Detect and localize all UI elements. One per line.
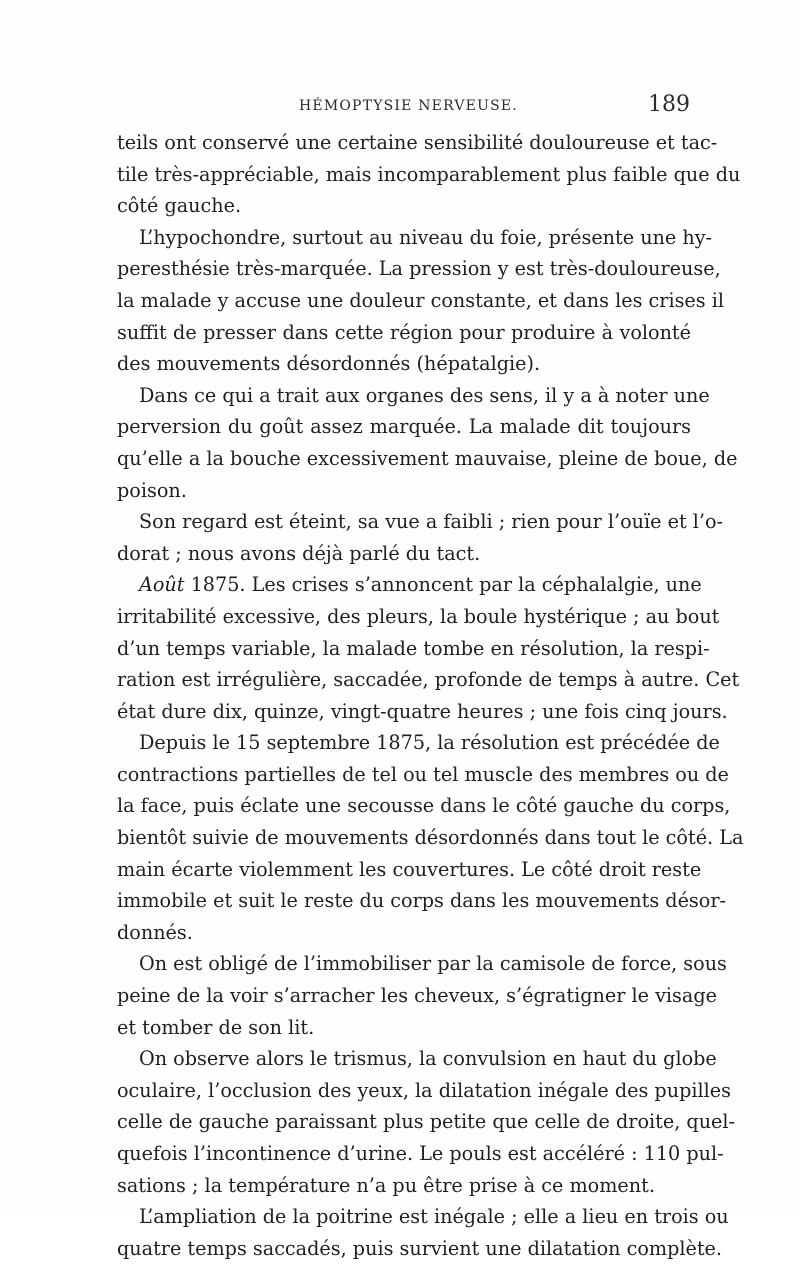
text-line-rest: 1875. Les crises s’annoncent par la céphalalgie, une xyxy=(184,573,702,597)
text-line: suffit de presser dans cette région pour produire à volonté xyxy=(117,320,691,344)
text-line: celle de gauche paraissant plus petite que celle de droite, quel- xyxy=(117,1110,736,1134)
text-line: d’un temps variable, la malade tombe en résolution, la respi- xyxy=(117,636,710,660)
paragraph xyxy=(117,1043,736,1201)
text-line: la malade y accuse une douleur constante, et dans les crises il xyxy=(117,288,725,312)
text-line: quefois l’incontinence d’urine. Le pouls est accéléré : 110 pul- xyxy=(117,1142,724,1165)
text-line: On est obligé de l’immobiliser par la camisole de force, sous xyxy=(139,952,727,976)
paragraph xyxy=(117,727,744,948)
paragraph xyxy=(117,948,727,1043)
text-line: irritabilité excessive, des pleurs, la boule hystérique ; au bout xyxy=(117,604,720,628)
text-line: L’ampliation de la poitrine est inégale ; elle a lieu en trois ou xyxy=(139,1205,729,1229)
text-line: immobile et suit le reste du corps dans les mouvements désor- xyxy=(117,889,726,913)
paragraph xyxy=(117,506,724,569)
text-line: peresthésie très-marquée. La pression y est très-douloureuse, xyxy=(117,257,721,281)
paragraph xyxy=(117,1201,729,1264)
text-line: donnés. xyxy=(117,920,193,944)
text-line: oculaire, l’occlusion des yeux, la dilatation inégale des pupilles xyxy=(117,1078,731,1102)
text-line: contractions partielles de tel ou tel muscle des membres ou de xyxy=(117,762,729,786)
text-line: Son regard est éteint, sa vue a faibli ; rien pour l’ouïe et l’o- xyxy=(139,510,724,534)
text-line: et tomber de son lit. xyxy=(117,1015,315,1039)
text-line: bientôt suivie de mouvements désordonnés dans tout le côté. La xyxy=(117,826,744,850)
text-line: des mouvements désordonnés (hépatalgie). xyxy=(117,352,541,376)
text-line: quatre temps saccadés, puis survient une dilatation complète. xyxy=(117,1236,723,1260)
text-line: peine de la voir s’arracher les cheveux, s’égratigner le visage xyxy=(117,984,717,1008)
running-title: HÉMOPTYSIE NERVEUSE. xyxy=(299,98,518,114)
text-line: poison. xyxy=(117,478,187,502)
text-line: tile très-appréciable, mais incomparablement plus faible que du xyxy=(117,162,741,186)
text-line: teils ont conservé une certaine sensibilité douloureuse et tac- xyxy=(117,131,718,154)
text-line: On observe alors le trismus, la convulsion en haut du globe xyxy=(139,1047,717,1071)
text-line: état dure dix, quinze, vingt-quatre heures ; une fois cinq jours. xyxy=(117,699,728,723)
text-line: perversion du goût assez marquée. La malade dit toujours xyxy=(117,415,691,439)
paragraph xyxy=(117,380,738,506)
text-line: Dans ce qui a trait aux organes des sens, il y a à noter une xyxy=(139,383,710,407)
paragraph xyxy=(117,222,725,380)
text-line: côté gauche. xyxy=(117,194,242,218)
running-head xyxy=(117,92,690,120)
text-line xyxy=(117,569,702,601)
text-line: main écarte violemment les couvertures. Le côté droit reste xyxy=(117,857,702,881)
body-text xyxy=(117,127,744,1264)
text-line: la face, puis éclate une secousse dans le côté gauche du corps, xyxy=(117,794,731,818)
page-number: 189 xyxy=(648,92,690,117)
text-line: Depuis le 15 septembre 1875, la résolution est précédée de xyxy=(139,731,720,755)
text-line: qu’elle a la bouche excessivement mauvaise, pleine de boue, de xyxy=(117,446,738,470)
paragraph xyxy=(117,127,741,222)
paragraph xyxy=(117,569,740,727)
text-line: ration est irrégulière, saccadée, profonde de temps à autre. Cet xyxy=(117,668,740,692)
text-line: sations ; la température n’a pu être prise à ce moment. xyxy=(117,1173,655,1197)
date-prefix: Août xyxy=(139,573,185,597)
text-line: dorat ; nous avons déjà parlé du tact. xyxy=(117,541,481,565)
text-line: L’hypochondre, surtout au niveau du foie, présente une hy- xyxy=(139,225,713,249)
